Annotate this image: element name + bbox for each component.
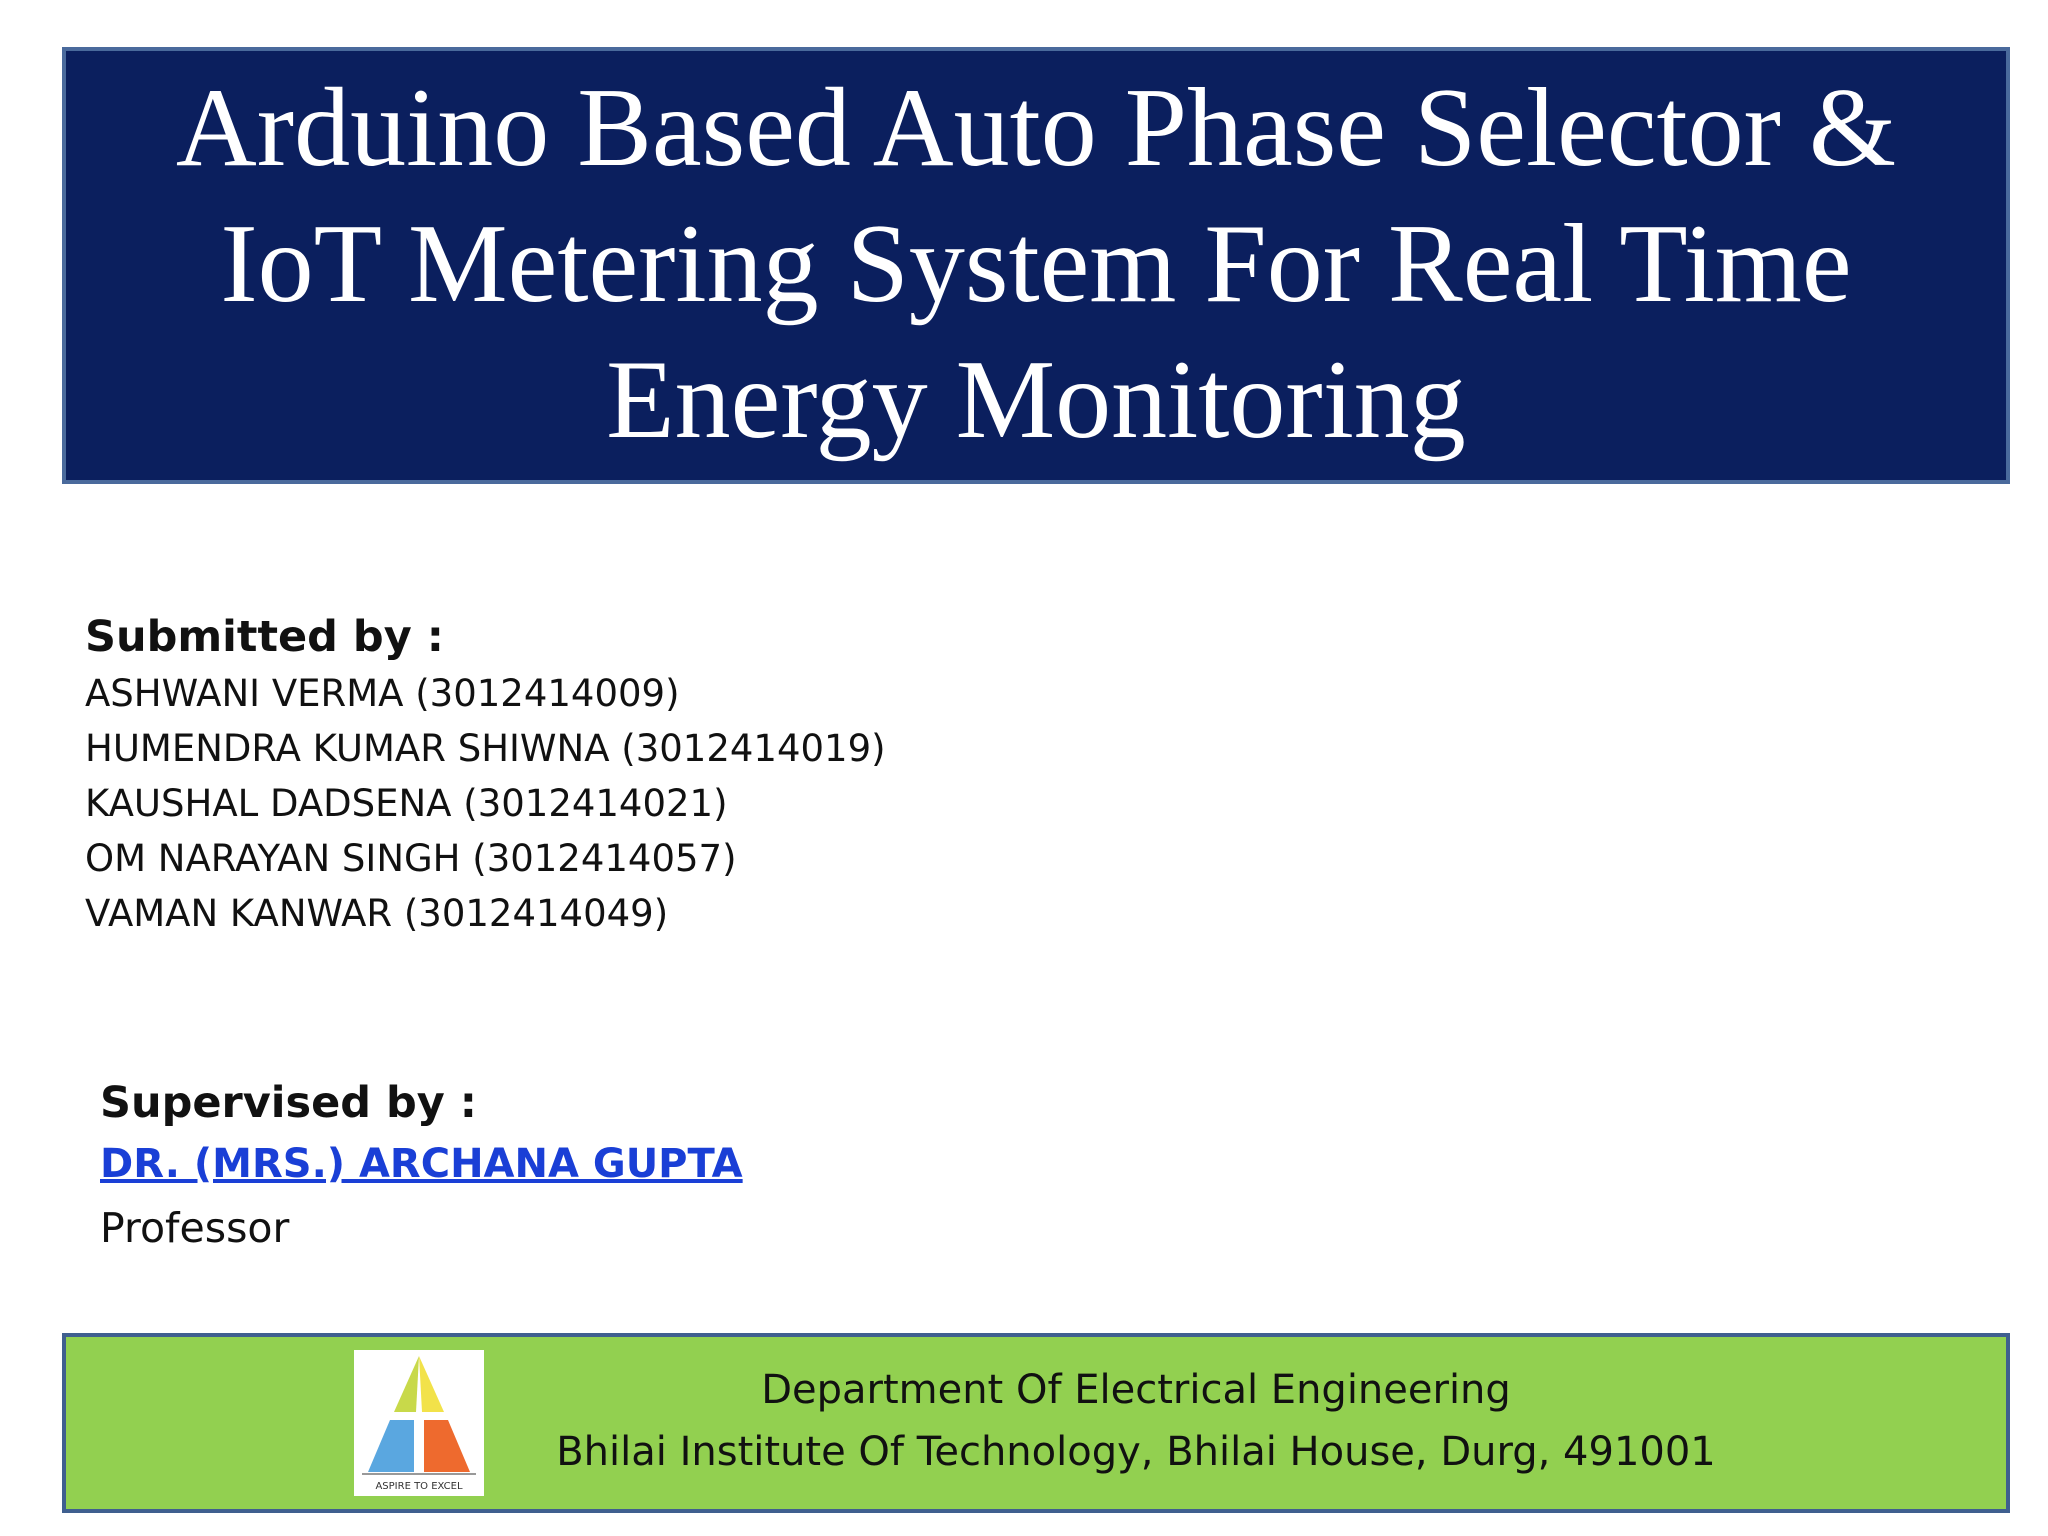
footer-banner <box>62 1333 2010 1513</box>
supervisor-name-link[interactable]: DR. (MRS.) ARCHANA GUPTA <box>100 1141 743 1187</box>
supervised-by-section <box>100 1074 743 1260</box>
institute-logo <box>354 1350 484 1496</box>
logo-emblem-icon <box>354 1350 484 1496</box>
department-name: Department Of Electrical Engineering <box>761 1367 1511 1413</box>
submitted-by-section <box>85 608 886 941</box>
submitted-by-heading: Submitted by : <box>85 612 444 662</box>
member-item: OM NARAYAN SINGH (3012414057) <box>85 837 737 880</box>
member-item: HUMENDRA KUMAR SHIWNA (3012414019) <box>85 727 886 770</box>
title-line-1: Arduino Based Auto Phase Selector & <box>175 65 1897 190</box>
logo-caption: ASPIRE TO EXCEL <box>375 1481 463 1492</box>
member-item: KAUSHAL DADSENA (3012414021) <box>85 782 728 825</box>
member-item: ASHWANI VERMA (3012414009) <box>85 672 680 715</box>
supervised-by-heading: Supervised by : <box>100 1078 477 1128</box>
footer-text <box>486 1359 1786 1483</box>
title-line-3: Energy Monitoring <box>606 337 1466 462</box>
institute-address: Bhilai Institute Of Technology, Bhilai House, Durg, 491001 <box>556 1429 1716 1475</box>
member-item: VAMAN KANWAR (3012414049) <box>85 892 669 935</box>
title-line-2: IoT Metering System For Real Time <box>220 201 1852 326</box>
supervisor-role: Professor <box>100 1204 290 1252</box>
title-banner <box>62 47 2010 484</box>
